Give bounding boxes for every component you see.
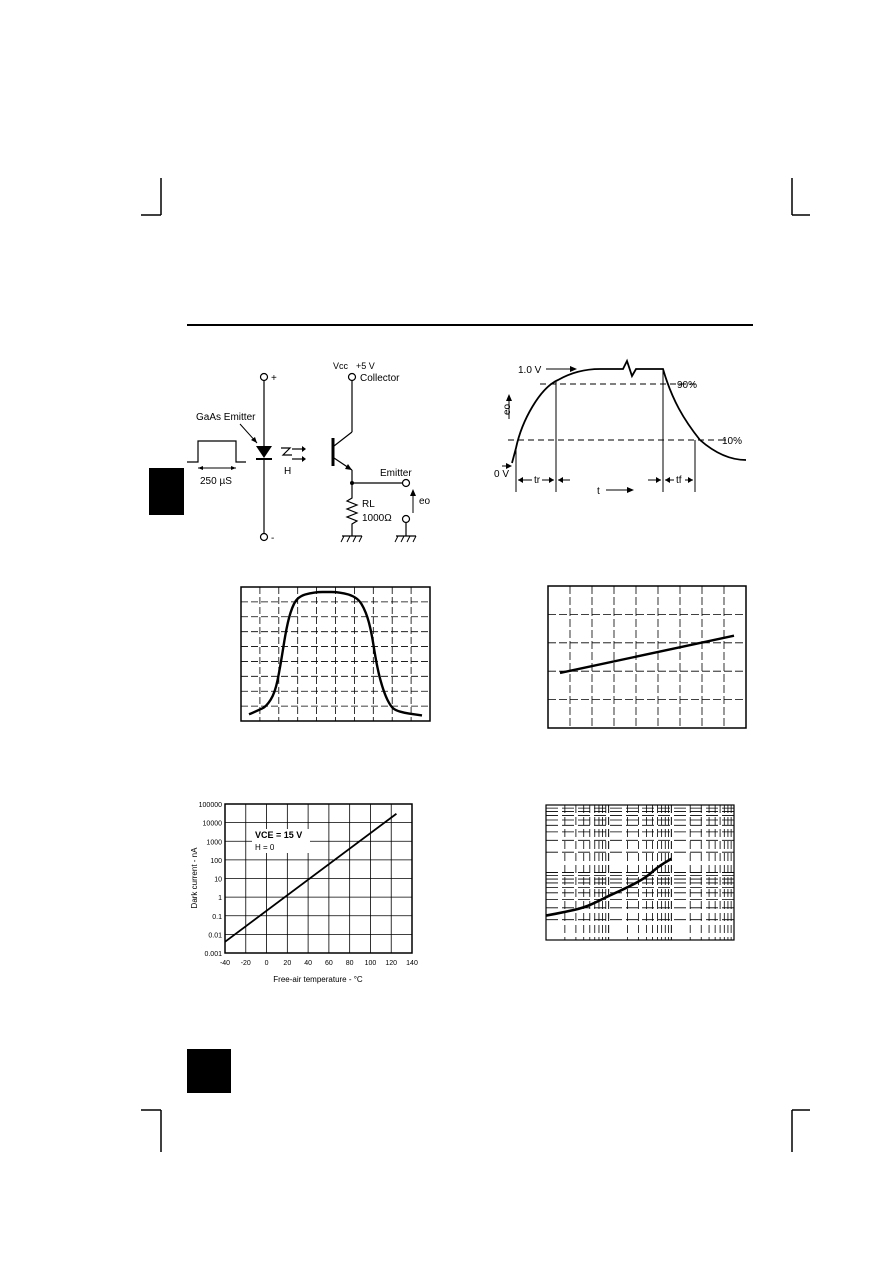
ground-icon — [341, 536, 362, 542]
chart-3-y-tick-label: 0.01 — [208, 932, 222, 940]
chart-3-x-tick-label: 20 — [283, 960, 292, 967]
rl-label: RL — [362, 499, 375, 510]
chart-2-linear — [548, 586, 746, 728]
tf-label: tf — [676, 475, 682, 486]
chart-3-x-tick-label: 140 — [406, 960, 418, 967]
collector-label: Collector — [360, 373, 400, 384]
chart-3-y-tick-label: 100 — [210, 857, 222, 865]
pulse-width-label: 250 µS — [200, 476, 232, 487]
h-label: H — [284, 466, 292, 477]
chart-3-y-tick-label: 1000 — [206, 839, 222, 847]
test-circuit-diagram — [187, 361, 431, 544]
chart-3-y-tick-label: 0.1 — [212, 913, 222, 921]
chart-3-x-tick-label: 0 — [264, 960, 269, 967]
pct10-label: 10% — [722, 436, 743, 447]
tr-label: tr — [534, 475, 541, 486]
vcc-label: Vcc — [333, 361, 349, 371]
vcc-value: +5 V — [356, 361, 375, 371]
chart-3-y-axis-label: Dark current - nA — [190, 847, 199, 909]
chart-1-response — [241, 587, 430, 721]
load-resistor — [347, 494, 357, 536]
chart-3-y-tick-label: 10000 — [202, 820, 222, 828]
light-emission-icon — [281, 448, 292, 455]
chart-3-x-tick-label: 40 — [304, 960, 313, 967]
waveform-curve — [512, 361, 746, 463]
chart-3-x-axis-label: Free-air temperature - °C — [273, 975, 363, 984]
gaas-emitter-label: GaAs Emitter — [196, 412, 256, 423]
chart-3-annotation-vce: VCE = 15 V — [255, 830, 303, 840]
minus-label: - — [271, 533, 275, 544]
v0-label: 0 V — [494, 469, 510, 480]
switching-waveform — [494, 361, 746, 497]
side-tab-block — [149, 468, 184, 515]
v1-label: 1.0 V — [518, 365, 542, 376]
chart-2-series-line — [560, 636, 734, 673]
eo-axis-label: eo — [502, 403, 513, 415]
chart-3-y-tick-label: 1 — [218, 895, 222, 903]
footer-block — [187, 1049, 231, 1093]
chart-3-x-tick-label: -20 — [240, 960, 251, 967]
chart-4-frame — [546, 805, 734, 940]
chart-3-dark-current — [190, 802, 418, 984]
chart-2-frame — [548, 586, 746, 728]
chart-3-x-tick-label: 80 — [345, 960, 354, 967]
ground-icon — [395, 536, 416, 542]
plus-label: + — [271, 373, 277, 384]
chart-3-x-tick-label: 60 — [324, 960, 333, 967]
chart-3-annotation-h: H = 0 — [255, 843, 275, 852]
chart-4-log — [546, 805, 734, 940]
emitter-node-label: Emitter — [380, 468, 412, 479]
chart-3-x-tick-label: -40 — [219, 960, 231, 967]
chart-3-x-tick-label: 100 — [364, 960, 377, 967]
chart-3-y-tick-label: 0.001 — [204, 951, 222, 958]
chart-3-x-tick-label: 120 — [385, 960, 398, 967]
diode-symbol — [256, 446, 272, 458]
input-pulse — [187, 441, 246, 462]
chart-3-y-tick-label: 10 — [214, 876, 222, 884]
chart-3-y-tick-label: 100000 — [198, 802, 222, 809]
rl-value: 1000Ω — [362, 513, 392, 524]
pct90-label: 90% — [677, 380, 698, 391]
t-label: t — [597, 486, 600, 497]
eo-label: eo — [419, 496, 431, 507]
